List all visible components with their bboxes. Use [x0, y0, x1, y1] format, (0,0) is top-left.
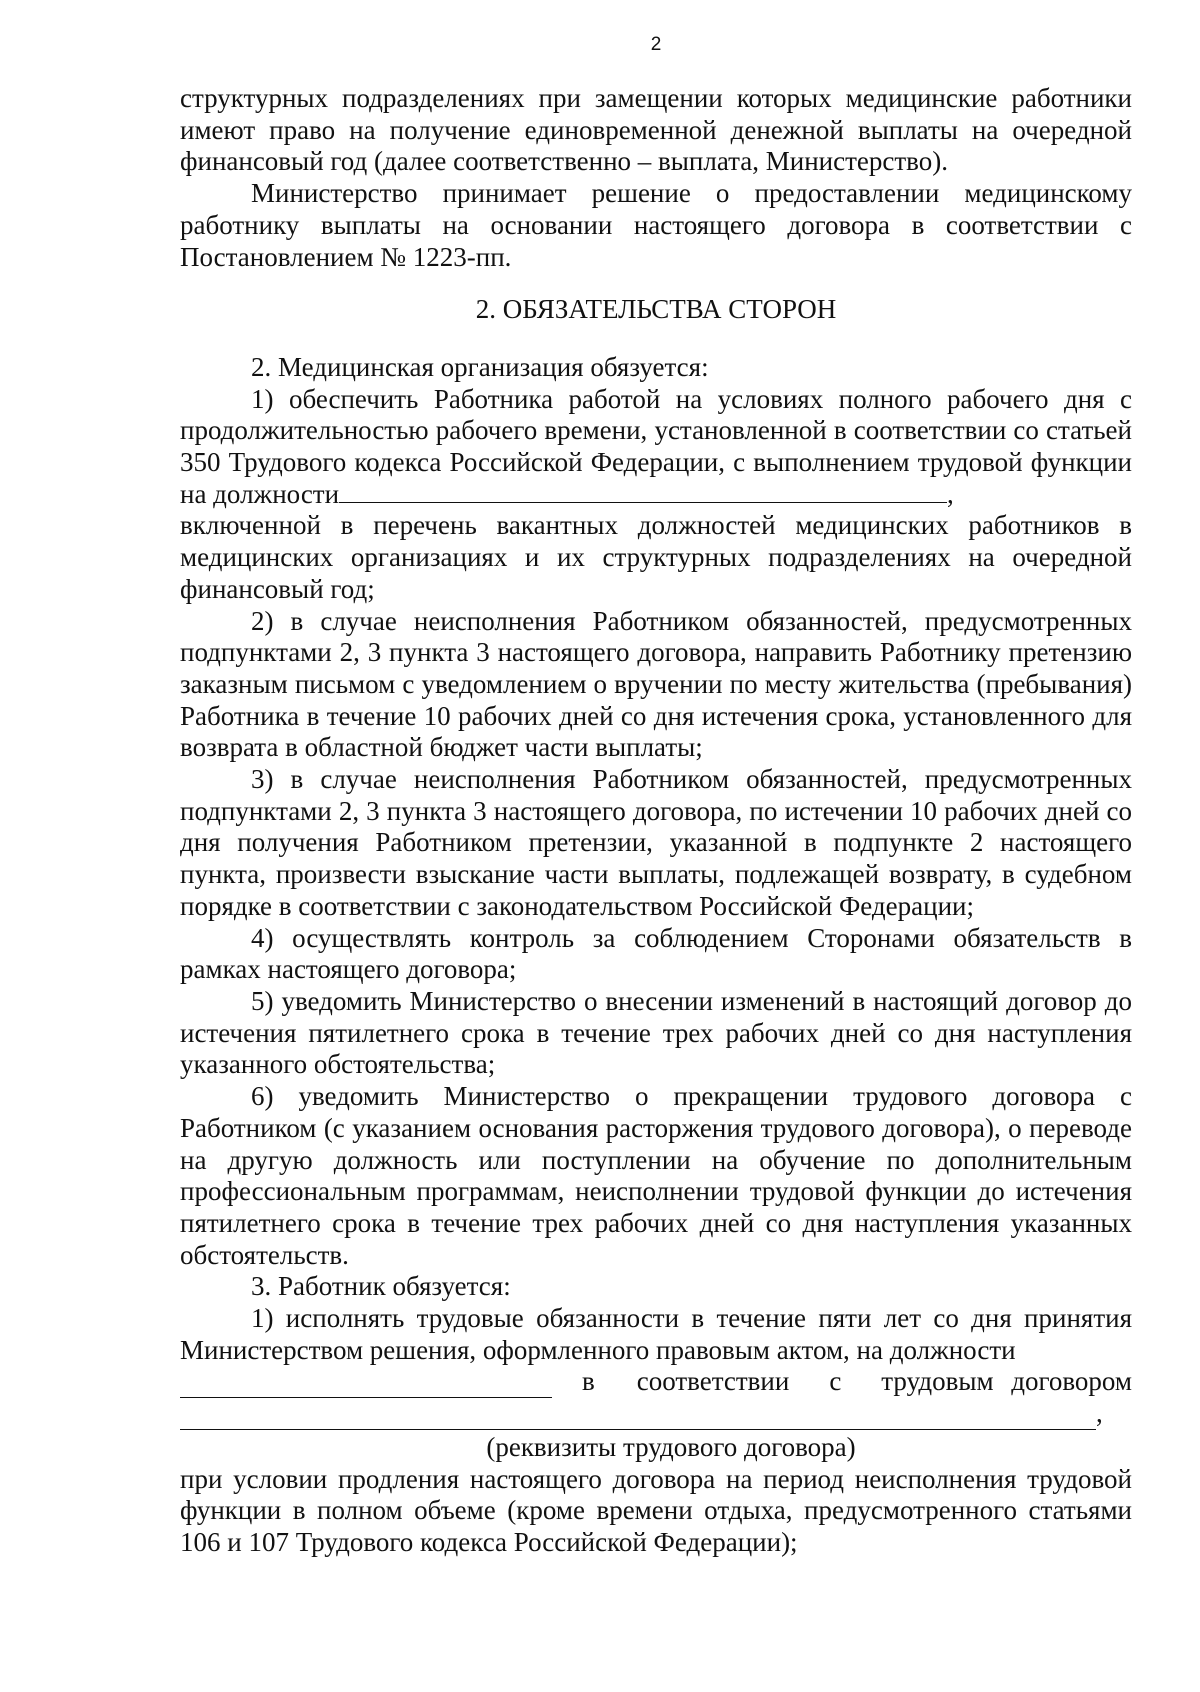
org-obligations-title: 2. Медицинская организация обязуется: [251, 351, 709, 382]
org-item-3: 3) в случае неисполнения Работником обязанностей, предусмотренных подпунктами 2, 3 пункта 3 настоящего договора, по истечении 10 рабочих дней со дня получения Работником претензии, указанной в подпункте 2 настоящего пункта, произвести взыскание части выплаты, подлежащей возврату, в судебном порядке в соответствии с законодательством Российской Федерации; [180, 764, 1132, 921]
word-trudovym: трудовым [881, 1366, 994, 1397]
contract-details-comma: , [1096, 1398, 1103, 1429]
contract-details-row [180, 1398, 1132, 1430]
contract-details-blank-line [180, 1405, 1096, 1430]
worker-position-blank-line [180, 1375, 552, 1398]
org-item-1-text: 1) обеспечить Работника работой на условиях полного рабочего дня с продолжительностью рабочего времени, установленной в соответствии со статьей 350 Трудового кодекса Российской Федерации, с выполнением трудовой функции на должности [180, 383, 1132, 509]
word-sootvetstvii: соответствии [636, 1366, 790, 1397]
page-number: 2 [650, 34, 662, 55]
contract-details-caption: (реквизиты трудового договора) [486, 1431, 856, 1462]
org-item-2: 2) в случае неисполнения Работником обязанностей, предусмотренных подпунктами 2, 3 пункта 3 настоящего договора, направить Работнику претензию заказным письмом с уведомлением о вручении по месту жительства (пребывания) Работника в течение 10 рабочих дней со дня истечения срока, установленного для возврата в областной бюджет части выплаты; [180, 605, 1132, 763]
intro-paragraph-2: Министерство принимает решение о предоставлении медицинскому работнику выплаты на основании настоящего договора в соответствии с Постановлением № 1223-пп. [180, 178, 1132, 272]
word-v: в [582, 1366, 595, 1397]
org-item-6: 6) уведомить Министерство о прекращении трудового договора с Работником (с указанием основания расторжения трудового договора), о переводе на другую должность или поступлении на обучение по дополнительным профессиональным программам, неисполнении трудовой функции до истечения пятилетнего срока в течение трех рабочих дней со дня наступления указанных обстоятельств. [180, 1081, 1132, 1270]
worker-obligations-title: 3. Работник обязуется: [251, 1271, 511, 1302]
org-item-1-continuation: включенной в перечень вакантных должностей медицинских работников в медицинских организациях и их структурных подразделениях на очередной финансовый год; [180, 510, 1132, 604]
word-dogovorom: договором [1011, 1366, 1132, 1397]
org-item-5: 5) уведомить Министерство о внесении изменений в настоящий договор до истечения пятилетнего срока в течение трех рабочих дней со дня наступления указанного обстоятельства; [180, 985, 1132, 1080]
worker-item-1-continuation: при условии продления настоящего договора на период неисполнения трудовой функции в полном объеме (кроме времени отдыха, предусмотренного статьями 106 и 107 Трудового кодекса Российской Федерации); [180, 1463, 1132, 1557]
position-blank-line [339, 480, 947, 503]
worker-position-row [180, 1366, 1132, 1398]
worker-item-1: 1) исполнять трудовые обязанности в течение пяти лет со дня принятия Министерством решения, оформленного правовым актом, на должности [180, 1303, 1132, 1365]
org-item-1 [180, 384, 1132, 511]
word-s: с [829, 1366, 842, 1397]
org-item-1-comma: , [947, 478, 954, 509]
org-item-4: 4) осуществлять контроль за соблюдением Сторонами обязательств в рамках настоящего договора; [180, 922, 1132, 985]
intro-paragraph-1: структурных подразделениях при замещении которых медицинские работники имеют право на получение единовременной денежной выплаты на очередной финансовый год (далее соответственно – выплата, Министерство). [180, 83, 1132, 177]
section-heading: 2. ОБЯЗАТЕЛЬСТВА СТОРОН [475, 294, 837, 325]
